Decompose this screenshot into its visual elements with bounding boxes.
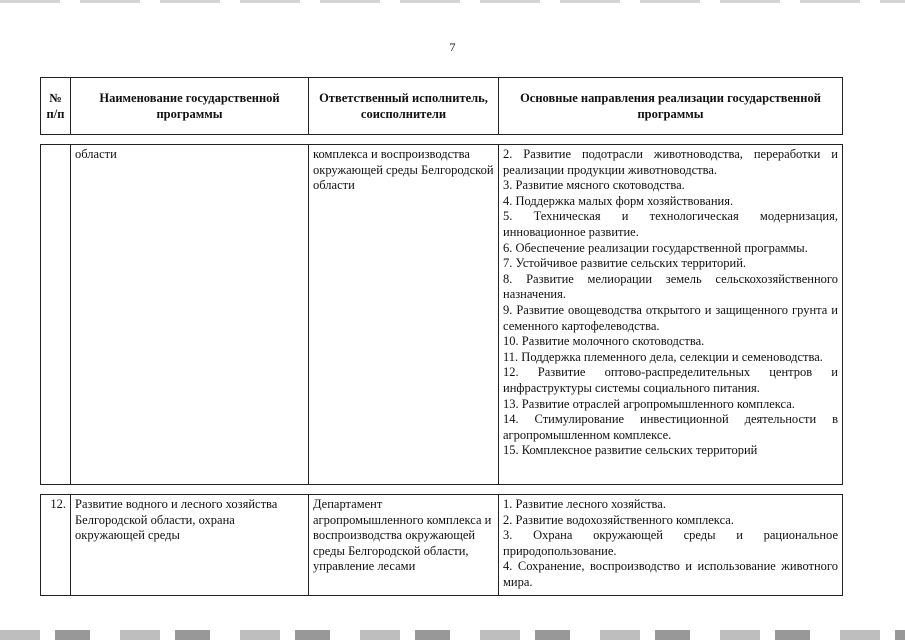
table-row (41, 145, 843, 485)
direction-item: 9. Развитие овощеводства открытого и защищенного грунта и семенного картофелеводства. (503, 302, 838, 333)
direction-item: 3. Развитие мясного скотоводства. (503, 178, 685, 193)
direction-item: 8. Развитие мелиорации земель сельскохозяйственного назначения. (503, 271, 838, 302)
direction-item: 5. Техническая и технологическая модернизация, инновационное развитие. (503, 209, 838, 239)
direction-item: 10. Развитие молочного скотоводства. (503, 334, 705, 349)
header-program-name: Наименование государственной программы (71, 78, 309, 135)
row-num (41, 145, 71, 485)
row-directions (499, 145, 843, 485)
header-directions: Основные направления реализации государственной программы (499, 78, 843, 135)
table-header-row (41, 78, 843, 135)
direction-item: 6. Обеспечение реализации государственной программы. (503, 240, 808, 255)
header-executor: Ответственный исполнитель, соисполнители (309, 78, 499, 135)
page-number: 7 (449, 40, 456, 54)
direction-item: 4. Сохранение, воспроизводство и использование животного мира. (503, 559, 838, 589)
direction-item: 14. Стимулирование инвестиционной деятельности в агропромышленном комплексе. (503, 412, 838, 442)
table-gap (41, 485, 843, 495)
scan-artifact-bottom (0, 630, 905, 640)
table-gap (41, 135, 843, 145)
row-executor: комплекса и воспроизводства окружающей среды Белгородской области (309, 145, 499, 485)
direction-item: 13. Развитие отраслей агропромышленного комплекса. (503, 396, 795, 411)
direction-item: 11. Поддержка племенного дела, селекции и семеноводства. (503, 349, 823, 364)
row-program-name: Развитие водного и лесного хозяйства Белгородской области, охрана окружающей среды (71, 495, 309, 596)
direction-item: 7. Устойчивое развитие сельских территорий. (503, 256, 747, 271)
direction-item: 15. Комплексное развитие сельских территорий (503, 443, 758, 458)
scan-artifact-top (0, 0, 905, 3)
row-program-name: области (71, 145, 309, 485)
direction-item: 4. Поддержка малых форм хозяйствования. (503, 193, 734, 208)
programs-table (40, 77, 843, 596)
table-row (41, 495, 843, 596)
direction-item: 2. Развитие водохозяйственного комплекса. (503, 512, 734, 527)
direction-item: 1. Развитие лесного хозяйства. (503, 497, 666, 511)
direction-item: 2. Развитие подотрасли животноводства, переработки и реализации продукции животноводства. (503, 147, 838, 177)
direction-item: 12. Развитие оптово-распределительных центров и инфраструктуры системы социального питания. (503, 365, 838, 395)
direction-item: 3. Охрана окружающей среды и рациональное природопользование. (503, 528, 838, 558)
row-directions (499, 495, 843, 596)
header-num: № п/п (41, 78, 71, 135)
row-executor: Департамент агропромышленного комплекса и воспроизводства окружающей среды Белгородской области, управление лесами (309, 495, 499, 596)
row-num: 12. (41, 495, 71, 596)
